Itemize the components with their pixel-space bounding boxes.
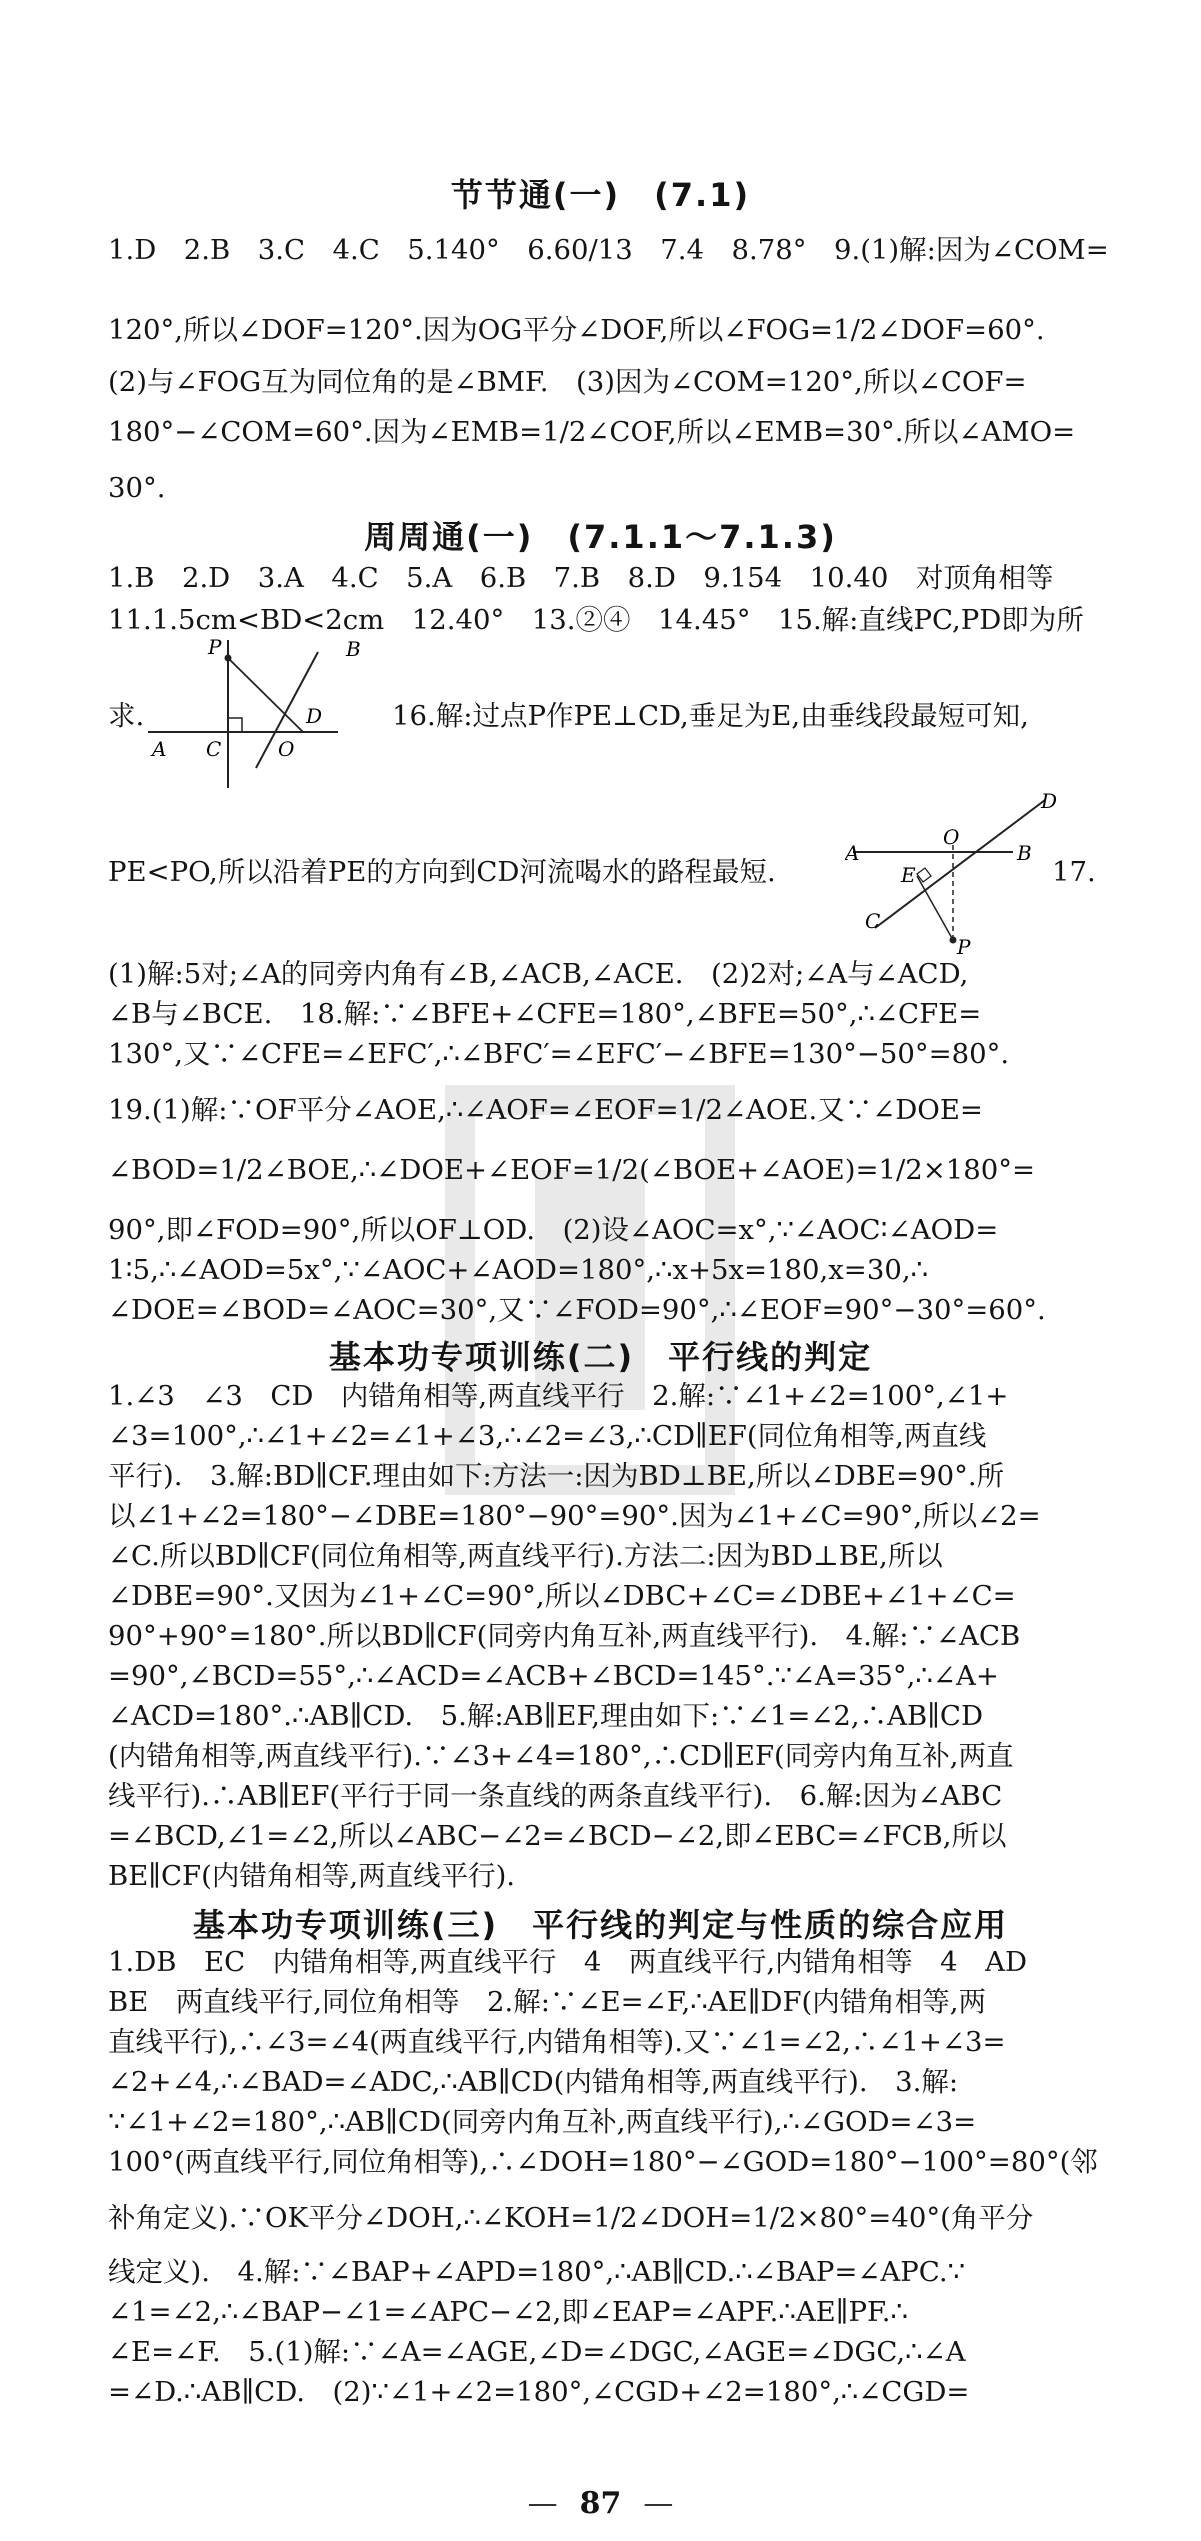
answer-line: (2)与∠FOG互为同位角的是∠BMF. (3)因为∠COM=120°,所以∠COF= [108, 366, 1027, 398]
answer-line: 1.∠3 ∠3 CD 内错角相等,两直线平行 2.解:∵∠1+∠2=100°,∠1+ [108, 1380, 1009, 1412]
answer-line: PE<PO,所以沿着PE的方向到CD河流喝水的路程最短. [108, 856, 776, 888]
answer-line: 16.解:过点P作PE⊥CD,垂足为E,由垂线段最短可知, [392, 700, 1029, 732]
section-title-jiejietong: 节节通(一) (7.1) [450, 176, 751, 214]
answer-line: 11.1.5cm<BD<2cm 12.40° 13.②④ 14.45° 15.解:直线PC,PD即为所 [108, 604, 1084, 636]
label-C: C [865, 909, 881, 933]
label-P: P [957, 935, 971, 955]
figure-river-path [845, 790, 1060, 955]
answer-line: ∠ACD=180°.∴AB∥CD. 5.解:AB∥EF,理由如下:∵∠1=∠2,∴AB∥CD [108, 1700, 984, 1732]
section-title-parallel-criteria: 基本功专项训练(二) 平行线的判定 [328, 1338, 873, 1376]
answer-line: ∠B与∠BCE. 18.解:∵∠BFE+∠CFE=180°,∠BFE=50°,∴∠CFE= [108, 998, 982, 1030]
answer-line: (1)解:5对;∠A的同旁内角有∠B,∠ACB,∠ACE. (2)2对;∠A与∠ACD, [108, 958, 969, 990]
answer-line: ∠3=100°,∴∠1+∠2=∠1+∠3,∴∠2=∠3,∴CD∥EF(同位角相等,两直线 [108, 1420, 987, 1452]
answer-line: 30°. [108, 472, 166, 504]
answer-line: 1.B 2.D 3.A 4.C 5.A 6.B 7.B 8.D 9.154 10.40 对顶角相等 [108, 562, 1054, 594]
answer-line: 1.D 2.B 3.C 4.C 5.140° 6.60/13 7.4 8.78° 9.(1)解:因为∠COM= [108, 234, 1109, 266]
answer-line: ∠C.所以BD∥CF(同位角相等,两直线平行).方法二:因为BD⊥BE,所以 [108, 1540, 943, 1572]
answer-line: ∠1=∠2,∴∠BAP−∠1=∠APC−∠2,即∠EAP=∠APF.∴AE∥PF.∴ [108, 2296, 908, 2328]
section-title-parallel-properties: 基本功专项训练(三) 平行线的判定与性质的综合应用 [192, 1906, 1009, 1944]
answer-line: 19.(1)解:∵OF平分∠AOE,∴∠AOF=∠EOF=1/2∠AOE.又∵∠DOE= [108, 1094, 983, 1126]
answer-line: 120°,所以∠DOF=120°.因为OG平分∠DOF,所以∠FOG=1/2∠DOF=60°. [108, 314, 1045, 346]
answer-line: =∠D.∴AB∥CD. (2)∵∠1+∠2=180°,∠CGD+∠2=180°,∴∠CGD= [108, 2376, 970, 2408]
answer-line: ∵∠1+∠2=180°,∴AB∥CD(同旁内角互补,两直线平行),∴∠GOD=∠3= [108, 2106, 977, 2138]
answer-line: ∠DBE=90°.又因为∠1+∠C=90°,所以∠DBC+∠C=∠DBE+∠1+∠C= [108, 1580, 1016, 1612]
answer-line: ∠E=∠F. 5.(1)解:∵∠A=∠AGE,∠D=∠DGC,∠AGE=∠DGC,∴∠A [108, 2336, 966, 2368]
answer-line: 100°(两直线平行,同位角相等),∴∠DOH=180°−∠GOD=180°−100°=80°(邻 [108, 2146, 1098, 2178]
answer-line: ∠DOE=∠BOD=∠AOC=30°,又∵∠FOD=90°,∴∠EOF=90°−30°=60°. [108, 1294, 1046, 1326]
answer-line: 90°+90°=180°.所以BD∥CF(同旁内角互补,两直线平行). 4.解:∵∠ACB [108, 1620, 1021, 1652]
label-E: E [901, 863, 916, 887]
answer-line: ∠2+∠4,∴∠BAD=∠ADC,∴AB∥CD(内错角相等,两直线平行). 3.解: [108, 2066, 959, 2098]
section-title-zhouzhoutong: 周周通(一) (7.1.1～7.1.3) [364, 518, 837, 556]
answer-line: 直线平行),∴∠3=∠4(两直线平行,内错角相等).又∵∠1=∠2,∴∠1+∠3= [108, 2026, 1006, 2058]
answer-line: 线定义). 4.解:∵∠BAP+∠APD=180°,∴AB∥CD.∴∠BAP=∠APC.∵ [108, 2256, 966, 2288]
answer-line: 以∠1+∠2=180°−∠DBE=180°−90°=90°.因为∠1+∠C=90°,所以∠2= [108, 1500, 1041, 1532]
page-number-value: 87 [579, 2486, 622, 2521]
answer-line: 平行). 3.解:BD∥CF.理由如下:方法一:因为BD⊥BE,所以∠DBE=90°.所 [108, 1460, 1005, 1492]
answer-line: BE∥CF(内错角相等,两直线平行). [108, 1860, 516, 1892]
label-O: O [278, 737, 295, 761]
label-A: A [845, 841, 860, 865]
answer-line: =90°,∠BCD=55°,∴∠ACD=∠ACB+∠BCD=145°.∵∠A=35°,∴∠A+ [108, 1660, 999, 1692]
label-D: D [306, 704, 323, 728]
label-B: B [1017, 841, 1032, 865]
answer-line: =∠BCD,∠1=∠2,所以∠ABC−∠2=∠BCD−∠2,即∠EBC=∠FCB,所以 [108, 1820, 1007, 1852]
label-B: B [346, 637, 361, 661]
answer-line: 90°,即∠FOD=90°,所以OF⊥OD. (2)设∠AOC=x°,∵∠AOC∶∠AOD= [108, 1214, 999, 1246]
answer-line: 180°−∠COM=60°.因为∠EMB=1/2∠COF,所以∠EMB=30°.所以∠AMO= [108, 416, 1076, 448]
answer-line: BE 两直线平行,同位角相等 2.解:∵∠E=∠F,∴AE∥DF(内错角相等,两 [108, 1986, 986, 2018]
answer-line: ∠BOD=1/2∠BOE,∴∠DOE+∠EOF=1/2(∠BOE+∠AOE)=1/2×180°= [108, 1154, 1036, 1186]
label-C: C [206, 737, 222, 761]
label-P: P [208, 635, 222, 659]
answer-line: 17. [1052, 856, 1096, 888]
label-D: D [1041, 790, 1058, 813]
answer-line: 补角定义).∵OK平分∠DOH,∴∠KOH=1/2∠DOH=1/2×80°=40°(角平分 [108, 2202, 1034, 2234]
answer-line: 求. [108, 700, 145, 732]
answer-line: 线平行).∴AB∥EF(平行于同一条直线的两条直线平行). 6.解:因为∠ABC [108, 1780, 1003, 1812]
page-number: — 87 — [527, 2486, 674, 2521]
answer-line: 1∶5,∴∠AOD=5x°,∵∠AOC+∠AOD=180°,∴x+5x=180,x=30,∴ [108, 1254, 929, 1286]
label-O: O [943, 825, 960, 849]
answer-line: (内错角相等,两直线平行).∵∠3+∠4=180°,∴CD∥EF(同旁内角互补,两直 [108, 1740, 1014, 1772]
answer-line: 130°,又∵∠CFE=∠EFC′,∴∠BFC′=∠EFC′−∠BFE=130°−50°=80°. [108, 1038, 1010, 1070]
label-A: A [152, 737, 167, 761]
figure-perpendicular-lines [138, 630, 378, 790]
answer-line: 1.DB EC 内错角相等,两直线平行 4 两直线平行,内错角相等 4 AD [108, 1946, 1027, 1978]
